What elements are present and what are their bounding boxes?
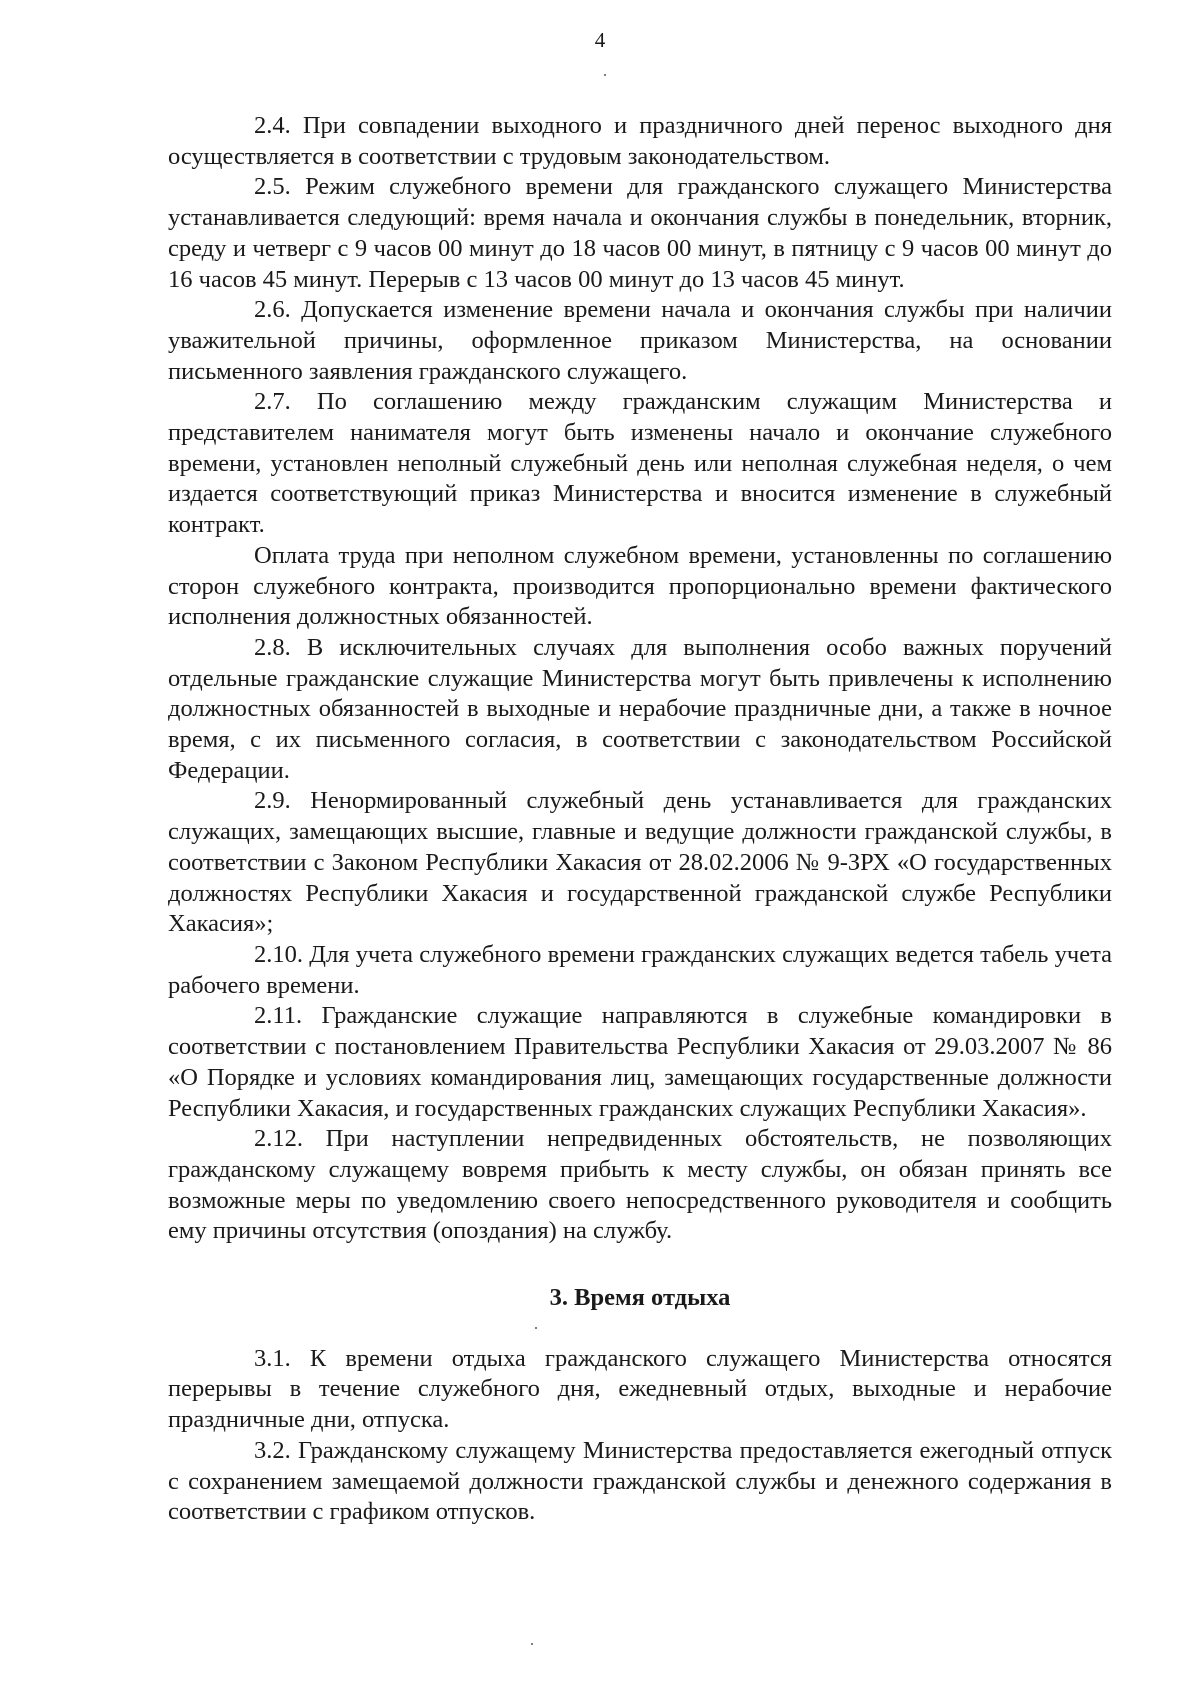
page-number: 4 [594, 28, 606, 52]
paragraph-2-10: 2.10. Для учета служебного времени гражданских служащих ведется табель учета рабочего времени. [168, 940, 1112, 999]
paragraph-2-4: 2.4. При совпадении выходного и праздничного дней перенос выходного дня осуществляется в соответствии с трудовым законодательством. [168, 112, 1112, 170]
section-heading-rest-time: 3. Время отдыха [549, 1284, 731, 1312]
paragraph-2-7: 2.7. По соглашению между гражданским служащим Министерства и представителем нанимателя могут быть изменены начало и окончание служебного времени, установлен неполный служебный день или неполная служебная неделя, о чем издается соответствующий приказ Министерства и вносится изменение в служебный контракт. [168, 388, 1112, 539]
scan-speck [535, 1327, 537, 1329]
paragraph-3-2: 3.2. Гражданскому служащему Министерства предоставляется ежегодный отпуск с сохранением замещаемой должности гражданской службы и денежного содержания в соответствии с графиком отпусков. [168, 1436, 1112, 1526]
paragraph-2-8: 2.8. В исключительных случаях для выполнения особо важных поручений отдельные гражданские служащие Министерства могут быть привлечены к исполнению должностных обязанностей в выходные и нерабочие праздничные дни, а также в ночное время, с их письменного согласия, в соответствии с законодательством Российской Федерации. [168, 633, 1112, 784]
scan-speck [604, 74, 606, 76]
paragraph-2-6: 2.6. Допускается изменение времени начала и окончания службы при наличии уважительной причины, оформленное приказом Министерства, на основании письменного заявления гражданского служащего. [168, 296, 1112, 385]
paragraph-2-5: 2.5. Режим служебного времени для гражданского служащего Министерства устанавливается следующий: время начала и окончания службы в понедельник, вторник, среду и четверг с 9 часов 00 минут до 18 часов 00 минут, в пятницу с 9 часов 00 минут до 16 часов 45 минут. Перерыв с 13 часов 00 минут до 13 часов 45 минут. [168, 173, 1112, 293]
paragraph-2-9: 2.9. Ненормированный служебный день устанавливается для гражданских служащих, замещающих высшие, главные и ведущие должности гражданской службы, в соответствии с Законом Республики Хакасия от 28.02.2006 № 9-ЗРХ «О государственных должностях Республики Хакасия и государственной гражданской службе Республики Хакасия»; [168, 787, 1112, 938]
document-body [168, 111, 1112, 1528]
paragraph-2-11: 2.11. Гражданские служащие направляются в служебные командировки в соответствии с постановлением Правительства Республики Хакасия от 29.03.2007 № 86 «О Порядке и условиях командирования лиц, замещающих государственные должности Республики Хакасия, и государственных гражданских служащих Республики Хакасия». [168, 1002, 1112, 1122]
paragraph-2-12: 2.12. При наступлении непредвиденных обстоятельств, не позволяющих гражданскому служащему вовремя прибыть к месту службы, он обязан принять все возможные меры по уведомлению своего непосредственного руководителя и сообщить ему причины отсутствия (опоздания) на службу. [168, 1125, 1112, 1245]
scan-speck [531, 1643, 533, 1645]
paragraph-3-1: 3.1. К времени отдыха гражданского служащего Министерства относятся перерывы в течение служебного дня, ежедневный отдых, выходные и нерабочие праздничные дни, отпуска. [168, 1344, 1112, 1434]
paragraph-2-7-payment: Оплата труда при неполном служебном времени, установленны по соглашению сторон служебного контракта, производится пропорционально времени фактического исполнения должностных обязанностей. [168, 541, 1112, 631]
